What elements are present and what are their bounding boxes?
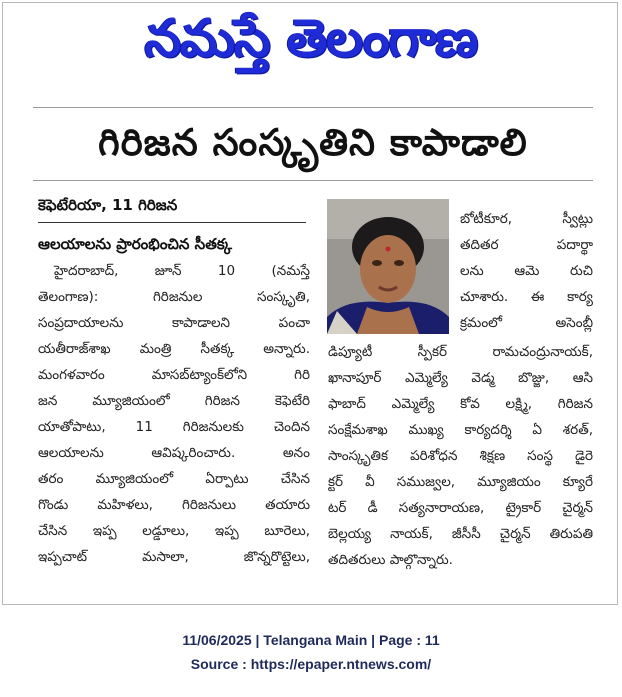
body-line: తెలంగాణ): గిరిజనుల సంస్కృతి, xyxy=(38,289,310,305)
body-line: ఫాబాద్ ఎమ్మెల్యే కోవ లక్ష్మి, గిరిజన xyxy=(328,396,593,412)
body-line: జన మ్యూజియంలో గిరిజన కెఫెటేరి xyxy=(38,393,310,409)
body-line: క్రమంలో అసెంబ్లీ xyxy=(460,315,593,331)
body-line: యతీరాజ్‌శాఖ మంత్రి సీతక్క అన్నారు. xyxy=(38,341,310,357)
source-link[interactable]: Source : https://epaper.ntnews.com/ xyxy=(190,656,432,672)
article-headline: గిరిజన సంస్కృతిని కాపాడాలి xyxy=(98,121,528,164)
body-line: తరం మ్యూజియంలో ఏర్పాటు చేసిన xyxy=(38,471,310,487)
body-line: మంగళవారం మాసబ్‌ట్యాంక్‌లోని గిరి xyxy=(38,367,310,383)
subheading-divider xyxy=(38,222,306,223)
body-line: బెల్లయ్య నాయక్, జీసీసీ చైర్మన్ తిరుపతి xyxy=(328,526,593,542)
body-line: ఖానాపూర్ ఎమ్మెల్యే వెడ్మ బొజ్జు, ఆసి xyxy=(328,370,593,386)
newspaper-masthead: నమస్తే తెలంగాణ xyxy=(144,9,478,69)
body-line: సాంస్కృతిక పరిశోధన శిక్షణ సంస్థ డైరె xyxy=(328,448,593,464)
headline-rule-bottom xyxy=(33,180,593,181)
subheading-line-2: ఆలయాలను ప్రారంభించిన సీతక్క xyxy=(38,235,232,253)
portrait-image xyxy=(327,199,449,334)
body-column-left xyxy=(38,258,310,570)
minister-photo xyxy=(327,199,449,334)
body-line: హైదరాబాద్, జూన్ 10 (నమస్తే xyxy=(54,263,310,279)
body-line: లను ఆమె రుచి xyxy=(460,263,593,279)
headline-rule-top xyxy=(33,107,593,108)
body-line: డిప్యూటీ స్పీకర్ రామచంద్రునాయక్, xyxy=(328,344,593,360)
body-line: తదితరులు పాల్గొన్నారు. xyxy=(328,552,453,568)
body-line: బోటీకూర, స్వీట్లు xyxy=(460,211,593,227)
body-line: యాతోపాటు, 11 గిరిజనులకు చెందిన xyxy=(38,419,310,435)
body-line: క్టర్ వీ సముజ్వల, మ్యూజియం క్యూరే xyxy=(328,474,593,490)
body-line: తదితర పదార్థా xyxy=(460,237,593,253)
body-column-right xyxy=(328,339,593,573)
body-column-right-top xyxy=(460,206,593,336)
edition-info: 11/06/2025 | Telangana Main | Page : 11 xyxy=(182,632,440,648)
body-line: చేసిన ఇప్ప లడ్డూలు, ఇప్ప బూరెలు, xyxy=(38,523,310,539)
body-line: సంక్షేమశాఖ ముఖ్య కార్యదర్శి ఏ శరత్, xyxy=(328,422,593,438)
body-line: గొండు మహిళలు, గిరిజనులు తయారు xyxy=(38,497,310,513)
body-line: టర్ డీ సత్యనారాయణ, ట్రైకార్ చైర్మన్ xyxy=(328,500,593,516)
body-line: చూశారు. ఈ కార్య xyxy=(460,289,593,305)
body-line: ఇప్పచాట్ మసాలా, జొన్నరొట్టెలు, xyxy=(38,549,310,565)
body-line: ఆలయాలను ఆవిష్కరించారు. అనం xyxy=(38,445,310,461)
body-line: సంప్రదాయాలను కాపాడాలని పంచా xyxy=(38,315,310,331)
subheading-line-1: కెఫెటేరియా, 11 గిరిజన xyxy=(38,196,178,214)
